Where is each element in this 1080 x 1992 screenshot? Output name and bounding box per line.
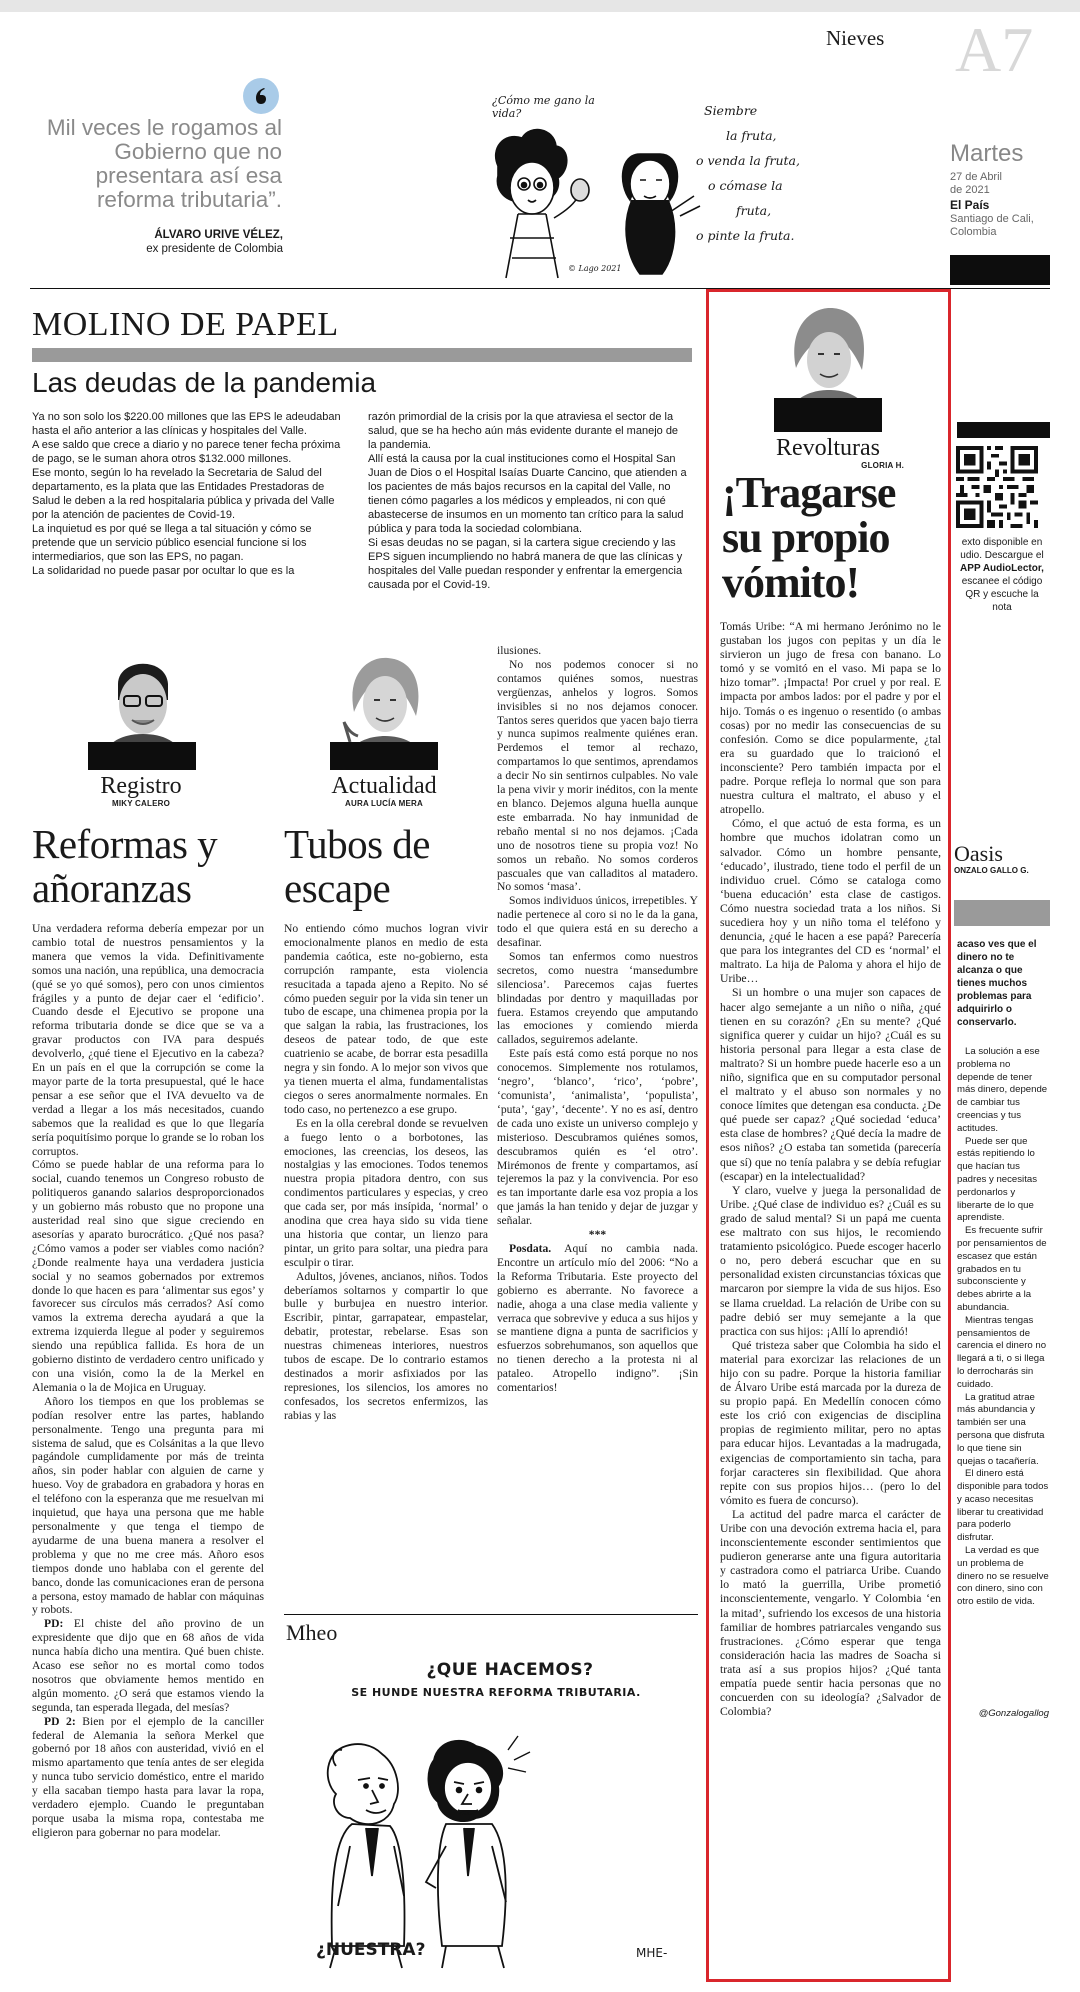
oasis-paragraph: Es frecuente sufrir por pensamientos de escasez que están grabados en tu subconsciente y debes abrirte a la abundancia. (957, 1225, 1047, 1313)
editorial-title: Las deudas de la pandemia (32, 367, 377, 398)
columnist-photo (774, 292, 882, 432)
registro-header (60, 773, 222, 808)
pull-quote: Mil veces le rogamos al Gobierno que no presentara así esa reforma tributaria”. (46, 115, 282, 212)
actualidad-headline (284, 822, 504, 910)
editorial-paragraph: Si esas deudas no se pagan, si la cartera sigue creciendo y las EPS siguen incumpliendo no habrá manera de que las clínicas y hospitales del Valle puedan responder y enfrentar la emergencia causada por el Covid-19. (368, 537, 683, 591)
headline-line: vómito! (722, 558, 860, 607)
posdata-text: Aquí no cambia nada. Encontre un artículo mío del 2006: “No a la Reforma Tributaria. Este proyecto del gobierno es aberrante. No favorece a nadie, ahoga a una clase media valiente y verraca que sobrevive y educa a sus hijos y se mantiene digna a punta de sacrificios y esfuerzos sobrehumanos, son aquellos que no tienen derecho a la protesta ni al pataleo. Atropello indigno”. ¡Sin comentarios! (497, 1241, 698, 1395)
oasis-handle[interactable]: @Gonzalogallog (978, 1708, 1049, 1719)
headline-line: ¡Tragarse (722, 468, 896, 517)
place-line1: Santiago de Cali, (950, 213, 1034, 225)
oasis-body (957, 1046, 1049, 1609)
article-paragraph: Cómo se puede hablar de una reforma para lo social, cuando tenemos un Congreso robusto de politiqueros ganando salarios desproporcionados y un gobierno más robusto que no propone una austeridad real sino que sigue creciendo en asesorías y aparato burocrático. ¿Qué nos pasa? ¿Cómo vamos a poder ser viables como nación? ¿Donde realmente haya una verdadera justicia social y no seamos gobernados por extremos donde lo que hacen es para ‘alimentar sus egos’ y favorecer sus círculos más cerrados? Así como vamos la extrema derecha ayudará a que la extrema izquierda llegue al poder y seguiremos siendo una república fallida. Es hora de un gobierno distinto de verdadero centro unificado y con una visión, como la de la Merkel en Alemania o la de Mojica en Uruguay. (32, 1158, 264, 1394)
qr-caption (954, 536, 1050, 614)
speech-line: la fruta, (726, 128, 777, 143)
cartoon-line1: ¿QUE HACEMOS? (426, 1660, 594, 1680)
qr-caption-line: QR y escuche la (965, 589, 1039, 600)
cartoon-reply: ¿NUESTRA? (316, 1940, 426, 1960)
quote-author: ÁLVARO URIVE VÉLEZ, (154, 229, 283, 241)
section-name: Nieves (826, 26, 885, 50)
headline-line: Reformas y (32, 821, 218, 867)
section-stars: *** (588, 1228, 607, 1242)
article-paragraph: La actitud del padre marca el carácter de Uribe con una devoción extrema hacia el, para inconscientemente esconder sentimientos que pudieron generarse ante una figura autoritaria y castradora como el patriarca Uribe. Cuando lo mató la guerrilla, Uribe prometió inconscientemente, vengarlo. Y Colombia ‘en la mitad’, sufriendo los excesos de una historia familiar de hombres patriarcales vengando sus frustraciones. ¿Cómo esperar que tenga consideración hacia las madres de Soacha si trata así a sus propios hijos? ¿Qué tanta empatía puede sentir hacia personas que no concuerden con su ideología? ¿Salvador de Colombia? (720, 1507, 941, 1719)
column-author: AURA LUCÍA MERA (345, 799, 423, 808)
column-author: GLORIA H. (861, 461, 904, 470)
editorial-paragraph: Allí está la causa por la cual instituciones como el Hospital San Juan de Dios o el Hospital Isaías Duarte Cancino, que atienden a los pacientes de más bajos recursos en la capital del Valle, no tienen cómo pagarles a los médicos y empleados, ni con qué abastecerse de insumos en un momento tan crítico para la salud pública y para toda la sociedad colombiana. (368, 453, 687, 535)
column-name: Revolturas (776, 435, 880, 461)
editorial-col1 (32, 410, 350, 578)
article-paragraph (32, 1715, 264, 1840)
editorial-paragraph: A ese saldo que crece a diario y no parece tener fecha próxima de pago, se le suman ahora otros $132.000 millones. (32, 439, 341, 465)
article-paragraph: ilusiones. (497, 644, 542, 657)
dateline-black-bar (950, 255, 1050, 285)
registro-headline (32, 822, 282, 910)
date-line1: 27 de Abril (950, 171, 1002, 183)
editorial-grey-bar (32, 348, 692, 362)
pd-text: Bien por el ejemplo de la canciller federal de Alemania la señora Merkel que gobernó por 18 años con austeridad, vivió en el mismo apartamento que tenía antes de ser elegida y nunca tubo servicio doméstico, entre el marido y ella sacaban tiempo hasta para lavar la ropa, verdadero ejemplo. Cuando le preguntaban porque usaba la misma ropa, contestaba me eligieron para gobernar no para modelar. (32, 1714, 264, 1839)
column-author: MIKY CALERO (111, 799, 171, 808)
revolturas-body (720, 620, 941, 1719)
qr-caption-line: udio. Descargue el (960, 550, 1044, 561)
photo-band (88, 742, 196, 770)
actualidad-body (284, 922, 488, 1423)
article-paragraph: Si un hombre o una mujer son capaces de hacer algo semejante a un niño o niña, ¿qué tienen en su corazón? ¿En su mente? ¿Qué significa querer y cuidar un hijo? ¿Cuál es su historia personal para llegar a esta clase de maltrato? Si un hombre puede hacerle eso a un niño, significa que en su computador personal el maltrato y el abuso son normales y no conoce límites que detengan esa conducta. ¿De qué puede ser capaz? ¿Qué sociedad ‘educa’ esta clase de hombres? ¿Qué decía la madre de esos niños? ¿O estaba tan sometida (parecería que sí) que no tenía palabra y se debía refugiar (escapar) en la intelectualidad? (720, 986, 941, 1183)
article-paragraph (32, 1617, 264, 1714)
editorial-kicker: MOLINO DE PAPEL (32, 306, 339, 343)
cartoon-signature: © Lago 2021 (568, 264, 622, 273)
columnist-photo (330, 642, 438, 770)
headline-line: añoranzas (32, 865, 192, 911)
article-paragraph: Es en la olla cerebral donde se revuelven a fuego lento o a borbotones, las emociones, las creencias, los deseos, las nostalgias y las emociones. Todos tenemos nuestra propia pitadora dentro, con sus condimentos particulares y especias, y creo que cada ser, por más insípida, ‘normal’ o anodina que crea haya sido su vida tiene una historia que contar, un lienzo para pintar, un grito para soltar, una piedra para esculpir o tirar. (284, 1116, 488, 1269)
qr-code-icon[interactable] (956, 446, 1038, 528)
oasis-paragraph: Puede ser que estás repitiendo lo que hacían tus padres y necesitas perdonarlos y liberarte de lo que aprendiste. (957, 1135, 1037, 1224)
cartoon-speech-left: ¿Cómo me gano la vida? (492, 94, 595, 120)
mheo-cartoon (286, 1650, 700, 1970)
column-name: Registro (100, 773, 182, 799)
date-line2: de 2021 (950, 184, 990, 196)
qr-caption-line: nota (992, 602, 1012, 613)
weekday: Martes (950, 140, 1024, 167)
editorial-paragraph: Ya no son solo los $220.00 millones que las EPS le adeudaban hasta el año anterior a las clínicas y hospitales del Valle. (32, 411, 341, 437)
column-name: Actualidad (331, 773, 437, 799)
oasis-paragraph: La gratitud atrae más abundancia y también ser una persona que disfruta lo que tiene sin quejas o tacañería. (957, 1391, 1045, 1467)
article-paragraph: Tomás Uribe: “A mi hermano Jerónimo no le gustaban los jugos con pepitas y un día le sirvieron un jugo de fresa con banano. Lo tomó y se vomitó en el vaso. Mi papa se lo hizo tomar”. ¡Impacta! Por cruel y por real. E impacta por ambos lados: por el padre y por el hijo. Tomás o es ingenuo o resentido (o ambas cosas) por no medir las consecuencias de su confesión. Como se dice popularmente, ¿tal era su guardado que lo traicionó el inconsciente? Pero también impacta por el padre. Porque refleja lo normal que son para nuestra cultura el maltrato, el abuso y el atropello. (720, 620, 941, 817)
speech-line: o venda la fruta, (696, 153, 800, 168)
top-strip (0, 0, 1080, 12)
editorial-paragraph: La solidaridad no puede pasar por ocultar lo que es la (32, 565, 295, 577)
cartoon-line2: SE HUNDE NUESTRA REFORMA TRIBUTARIA. (351, 1686, 641, 1699)
pd-label: PD: (44, 1617, 64, 1631)
oasis-author: ONZALO GALLO G. (954, 866, 1029, 875)
pd-text: El chiste del año provino de un expresidente que dijo que en 68 años de vida nunca había dicho una mentira. Qué buen chiste. Acaso ese señor no es mortal como todos nosotros que obviamente hemos mentido en algún momento. ¿O será que estamos viendo la segunda, tan esperada llegada, del mesías? (32, 1617, 264, 1714)
article-paragraph: Una verdadera reforma debería empezar por un cambio total de nuestros pensamientos y la manera que vemos la vida. Definitivamente somos una nación, una república, una democracia (qué se yo qué somos), pero con unos cimientos frágiles y a punto de dejar caer el ‘edificio’. Cuando desde el Ejecutivo se propone una reforma tributaria donde se dice que se va a gravar productos con IVA para después devolverlo, ¿qué tiene el Ejecutivo en la cabeza? En un país en el que la corrupción se come la mayor parte de la torta presupuestal, qué le hace pensar a ese señor que el IVA devuelto va de verdad a llegar a los más necesitados, cuando sabemos que la realidad es que lo que llegaría sería poquitísimo porque lo grande se lo roban los corruptos. (32, 922, 264, 1158)
place-line2: Colombia (950, 226, 997, 238)
headline-line: escape (284, 865, 391, 911)
speech-line: o cómase la (708, 178, 783, 193)
article-paragraph: Adultos, jóvenes, ancianos, niños. Todos deberíamos soltarnos y compartir lo que bulle y burbujea en nuestro interior. Escribir, pintar, garrapatear, empastelar, debatir, protestar, rebelarse. Esas son nuestras chimeneas interiores, nuestros tubos de escape. De lo contrario estamos destinados a morir asfixiados por las represiones, los silencios, los amores no confesados, los secretos enfermizos, las rabias y las (284, 1269, 488, 1422)
oasis-paragraph: La solución a ese problema no depende de tener más dinero, depende de cambiar tus creencias y tus actitudes. (957, 1046, 1048, 1134)
actualidad-header (303, 773, 465, 808)
article-paragraph: Qué tristeza saber que Colombia ha sido el material para exorcizar las relaciones de un hijo con su padre. Porque la historia familiar de Álvaro Uribe está marcada por la dureza de su propio papá. En Medellín conocen cómo este los crió con exigencias de disciplina propias de regimiento militar, pero no aptas para educar hijos. Levantadas a la madrugada, exigencias de comportamiento sin tacha, para forjar caracteres sin flexibilidad. Que ahora repite con sus propios hijos… (pero lo del vómito es fuera de concurso). (720, 1338, 941, 1507)
cartoon-speech-right (696, 98, 836, 248)
pd-label: PD 2: (44, 1714, 76, 1728)
oasis-grey-bar (954, 900, 1050, 926)
editorial-paragraph: razón primordial de la crisis por la que atraviesa el sector de la salud, que se ha hecho aún más evidente durante el manejo de la pandemia. (368, 411, 679, 451)
article-paragraph: Somos individuos únicos, irrepetibles. Y nadie pertenece al coro si no le da la gana, todo el que quiera está en su derecho a desafinar. (497, 894, 698, 950)
paper-name: El País (950, 198, 990, 212)
qr-caption-line: APP AudioLector, (960, 563, 1044, 574)
qr-caption-line: exto disponible en (961, 537, 1043, 548)
speech-line: Siembre (704, 103, 758, 118)
registro-body (32, 922, 264, 1840)
oasis-paragraph: El dinero está disponible para todos y acaso necesitas liberar tu creatividad para poderlo disfrutar. (957, 1468, 1049, 1544)
article-paragraph: Y claro, vuelve y juega la personalidad de Uribe. ¿Qué clase de individuo es? ¿Cuál es su grado de salud mental? Si un papá me cuenta ese maltrato con sus hijos, le recomiendo tratamiento psicológico. Puede escoger hacerlo o no, pero deberá escuchar que en su personalidad existen circunstancias tóxicas que marcaron por siempre la vida de sus hijos. Eso se llama crueldad. La relación de Uribe con su padre debió ser muy semejante a la que practica con sus hijos: ¡Allí lo aprendió! (720, 1183, 941, 1338)
article-paragraph: No entiendo cómo muchos logran vivir emocionalmente planos en medio de esta pandemia caótica, este no-gobierno, esta corrupción rampante, esta violencia resucitada a tapada ajeno a Repito. No sé cómo pueden seguir por la vida sin tener un tubo de escape, una chimenea propia por la que salgan la rabia, las frustraciones, los deseos de patear todo, de que este cuatrienio se acabe, de borrar esta pesadilla negra y sin fondo. A lo mejor son vivos que ya tienen muerta el alma, fundamentalistas ciegos o seres anormalmente normales. En todo caso, no pertenezco a ese grupo. (284, 922, 488, 1116)
editorial-paragraph: La inquietud es por qué se llega a tal situación y cómo se pretende que un servicio público esencial funcione si los intermediarios, que son las EPS, no pagan. (32, 523, 312, 563)
oasis-paragraph: La verdad es que un problema de dinero no se resuelve con dinero, sino con otro estilo de vida. (957, 1545, 1049, 1608)
photo-band (330, 742, 438, 770)
mheo-divider (284, 1614, 698, 1615)
quote-icon (243, 78, 279, 114)
article-paragraph: Este país está como está porque no nos conocemos. Simplemente nos rotulamos, ‘negro’, ‘blanco’, ‘rico’, ‘pobre’, ‘comunista’, ‘animalista’, ‘populista’, ‘puta’, ‘gay’, ‘decente’. Y no es así, dentro de cada uno existe un universo complejo y misterioso. Descubramos quiénes somos, descubramos quién es ‘el otro’. Mirémonos de frente y compartamos, así tejeremos la paz y la convivencia. Por eso es tan importante darle esa voz propia a los que jamás la han tenido y dejar de juzgar y señalar. (497, 1047, 698, 1228)
article-paragraph (497, 1242, 698, 1395)
oasis-lead: acaso ves que el dinero no te alcanza o que tienes muchos problemas para adquirirlo o conservarlo. (957, 939, 1037, 1028)
article-paragraph: Cómo, el que actuó de esta forma, es un hombre que muchos idolatran como un salvador. Cómo un hombre pensante, ‘educado’, ilustrado, tiene todo el perfil de un individuo cruel. Cómo se cataloga como ‘buena educación’ esta clase de castigos. Cómo nuestra sociedad trata a los niños. Si sucediera hoy y un niño toma el teléfono y denuncia, ¿qué le hacen a ese papá? Parecería que para los integrantes del CD es ‘normal’ el maltrato. La hija de Paloma y ahora el hijo de Uribe… (720, 817, 941, 986)
revolturas-header (746, 435, 910, 470)
columnist-photo (88, 642, 196, 770)
page-number: A7 (955, 14, 1034, 85)
speech-line: o pinte la fruta. (696, 228, 795, 243)
oasis-column-name: Oasis (954, 841, 1003, 866)
article-paragraph: No nos podemos conocer si no contamos quiénes somos, nuestras vergüenzas, anhelos y logros. Somos invisibles si no nos dejamos conocer. Tantos seres queridos que yacen bajo tierra y nunca supimos realmente quiénes eran. Perdemos el temor al rechazo, compartamos lo que sentimos, aprendamos a decir No sin sentirnos culpables. No vale la pena vivir y morir inéditos, con la mente en blanco. Dejemos alguna huella aunque este embarrada. No hay inmunidad de rebaño mental si no nos dejamos. ¡Cada uno de nosotros tiene su propia voz! No somos un rebaño. No somos corderos pascuales que van calladitos al matadero. No somos ‘masa’. (497, 657, 698, 894)
editorial-col2 (368, 410, 688, 592)
article-paragraph: Somos tan enfermos como nuestros secretos, como nuestra ‘mansedumbre silenciosa’. Parecemos cajas fuertes blindadas por dentro y maquilladas por fuera. Estamos creyendo que amputando las emociones y comiendo mierda callados, seguiremos adelante. (497, 949, 698, 1047)
mheo-label: Mheo (286, 1620, 338, 1645)
posdata-label: Posdata. (509, 1241, 552, 1255)
actualidad-body-continued (497, 644, 698, 1395)
photo-band (774, 398, 882, 432)
headline-line: Tubos de (284, 821, 431, 867)
headline-line: su propio (722, 513, 890, 562)
oasis-paragraph: Mientras tengas pensamientos de carencia el dinero no llegará a ti, o si llega lo derrocharás sin cuidado. (957, 1314, 1047, 1390)
article-paragraph: Añoro los tiempos en que los problemas se podían resolver entre las partes, hablando personalmente. Tengo una pregunta para mi sistema de salud, que es Colsánitas a la que llevo pagándole cumplidamente por más de treinta años, sin poder hablar con alguien de carne y hueso. Voy de grabadora en grabadora y horas en el teléfono con la esperanza que me resuelvan mi inquietud, que haya una persona que me hable personalmente y que tenga el tiempo de ayudarme de una buena manera a resolver el problema y que no me cree más. Añoro esos tiempos donde uno hablaba con el gerente del banco, donde las comunicaciones eran de persona a persona, estoy mamado de hablar con máquinas y robots. (32, 1394, 264, 1617)
revolturas-headline (722, 470, 942, 605)
editorial-paragraph: Ese monto, según lo ha revelado la Secretaria de Salud del departamento, es la plata que las Entidades Prestadoras de Salud le deben a la red hospitalaria pública y privada del Valle por la atención de pacientes de Covid-19. (32, 467, 335, 521)
cartoon-signature: MHE- (636, 1946, 668, 1960)
right-black-bar (957, 422, 1050, 438)
qr-caption-line: escanee el código (961, 576, 1043, 587)
top-cartoon (470, 88, 830, 288)
speech-line: fruta, (736, 203, 772, 218)
quote-author-title: ex presidente de Colombia (146, 243, 283, 255)
